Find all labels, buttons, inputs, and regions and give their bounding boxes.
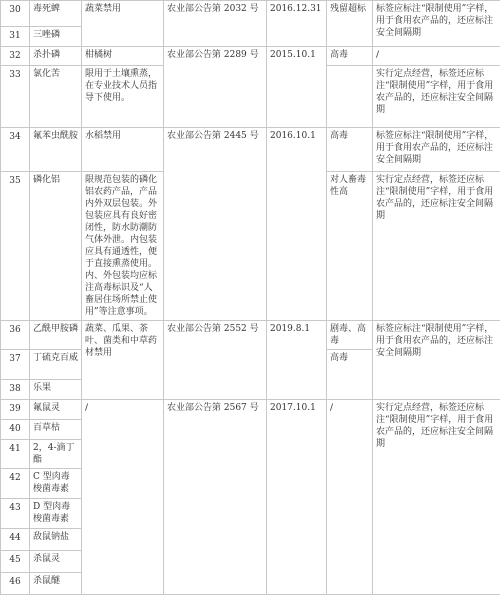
row-number: 46 bbox=[1, 573, 30, 595]
notice-number: 农业部公告第 2552 号 bbox=[164, 321, 267, 400]
use-scope: 柑橘树 bbox=[82, 47, 164, 66]
table-row bbox=[1, 47, 500, 66]
use-scope: / bbox=[82, 400, 164, 595]
restriction-reason: 剧毒、高毒 bbox=[327, 321, 373, 350]
use-scope: 限规范包装的磷化铝农药产品，产品内外双层包装。外包装应具有良好密闭性，防水防潮防气体外泄。内包装应具有通透性，便于直接熏蒸使用。内、外包装均应标注高毒标识及“人畜居住场所禁止使用”等注意事项。 bbox=[82, 172, 164, 321]
restriction-reason bbox=[327, 66, 373, 128]
restriction-reason: 高毒 bbox=[327, 350, 373, 400]
pesticide-name: 百草枯 bbox=[30, 420, 82, 440]
management-requirement: 标签应标注“限制使用”字样，用于食用农产品的，还应标注安全间隔期 bbox=[373, 1, 500, 47]
row-number: 35 bbox=[1, 172, 30, 321]
restriction-reason: 高毒 bbox=[327, 128, 373, 172]
notice-number: 农业部公告第 2032 号 bbox=[164, 1, 267, 47]
pesticide-name: 氟苯虫酰胺 bbox=[30, 128, 82, 172]
pesticide-name: 丁硫克百威 bbox=[30, 350, 82, 380]
row-number: 43 bbox=[1, 499, 30, 529]
row-number: 34 bbox=[1, 128, 30, 172]
restriction-reason: / bbox=[327, 400, 373, 595]
pesticide-name: D 型肉毒梭菌毒素 bbox=[30, 499, 82, 529]
row-number: 41 bbox=[1, 440, 30, 469]
row-number: 38 bbox=[1, 380, 30, 400]
effective-date: 2019.8.1 bbox=[267, 321, 327, 400]
restriction-reason: 高毒 bbox=[327, 47, 373, 66]
pesticide-name: 三唑磷 bbox=[30, 27, 82, 47]
table-row bbox=[1, 1, 500, 27]
table-row bbox=[1, 400, 500, 420]
row-number: 31 bbox=[1, 27, 30, 47]
restriction-reason: 残留超标 bbox=[327, 1, 373, 47]
use-scope: 水稻禁用 bbox=[82, 128, 164, 172]
row-number: 30 bbox=[1, 1, 30, 27]
row-number: 44 bbox=[1, 529, 30, 551]
row-number: 37 bbox=[1, 350, 30, 380]
pesticide-name: 磷化铝 bbox=[30, 172, 82, 321]
management-requirement: 实行定点经营，标签还应标注“限制使用”字样，用于食用农产品的，还应标注安全间隔期 bbox=[373, 66, 500, 128]
management-requirement: 实行定点经营，标签还应标注“限制使用”字样，用于食用农产品的，还应标注安全间隔期 bbox=[373, 172, 500, 321]
effective-date: 2016.12.31 bbox=[267, 1, 327, 47]
table-row bbox=[1, 321, 500, 350]
effective-date: 2015.10.1 bbox=[267, 47, 327, 128]
effective-date: 2017.10.1 bbox=[267, 400, 327, 595]
table-row bbox=[1, 128, 500, 172]
notice-number: 农业部公告第 2445 号 bbox=[164, 128, 267, 321]
pesticide-name: 2，4-滴丁酯 bbox=[30, 440, 82, 469]
management-requirement: 标签应标注“限制使用”字样，用于食用农产品的，还应标注安全间隔期 bbox=[373, 128, 500, 172]
row-number: 40 bbox=[1, 420, 30, 440]
pesticide-name: 乐果 bbox=[30, 380, 82, 400]
pesticide-name: 乙酰甲胺磷 bbox=[30, 321, 82, 350]
row-number: 42 bbox=[1, 469, 30, 499]
management-requirement: 实行定点经营，标签还应标注“限制使用”字样，用于食用农产品的，还应标注安全间隔期 bbox=[373, 400, 500, 595]
row-number: 33 bbox=[1, 66, 30, 128]
row-number: 32 bbox=[1, 47, 30, 66]
row-number: 39 bbox=[1, 400, 30, 420]
pesticide-name: 毒死蜱 bbox=[30, 1, 82, 27]
pesticide-name: 敌鼠钠盐 bbox=[30, 529, 82, 551]
management-requirement: 标签应标注“限制使用”字样，用于食用农产品的，还应标注安全间隔期 bbox=[373, 321, 500, 400]
restriction-reason: 对人畜毒性高 bbox=[327, 172, 373, 321]
pesticide-name: 氯化苦 bbox=[30, 66, 82, 128]
effective-date: 2016.10.1 bbox=[267, 128, 327, 321]
pesticide-name: 氟鼠灵 bbox=[30, 400, 82, 420]
use-scope: 蔬菜、瓜果、茶叶、菌类和中草药材禁用 bbox=[82, 321, 164, 400]
use-scope: 限用于土壤熏蒸，在专业技术人员指导下使用。 bbox=[82, 66, 164, 128]
notice-number: 农业部公告第 2567 号 bbox=[164, 400, 267, 595]
pesticide-name: 杀鼠灵 bbox=[30, 551, 82, 573]
notice-number: 农业部公告第 2289 号 bbox=[164, 47, 267, 128]
pesticide-name: C 型肉毒梭菌毒素 bbox=[30, 469, 82, 499]
use-scope: 蔬菜禁用 bbox=[82, 1, 164, 47]
pesticide-name: 杀扑磷 bbox=[30, 47, 82, 66]
pesticide-name: 杀鼠醚 bbox=[30, 573, 82, 595]
row-number: 36 bbox=[1, 321, 30, 350]
management-requirement: / bbox=[373, 47, 500, 66]
row-number: 45 bbox=[1, 551, 30, 573]
